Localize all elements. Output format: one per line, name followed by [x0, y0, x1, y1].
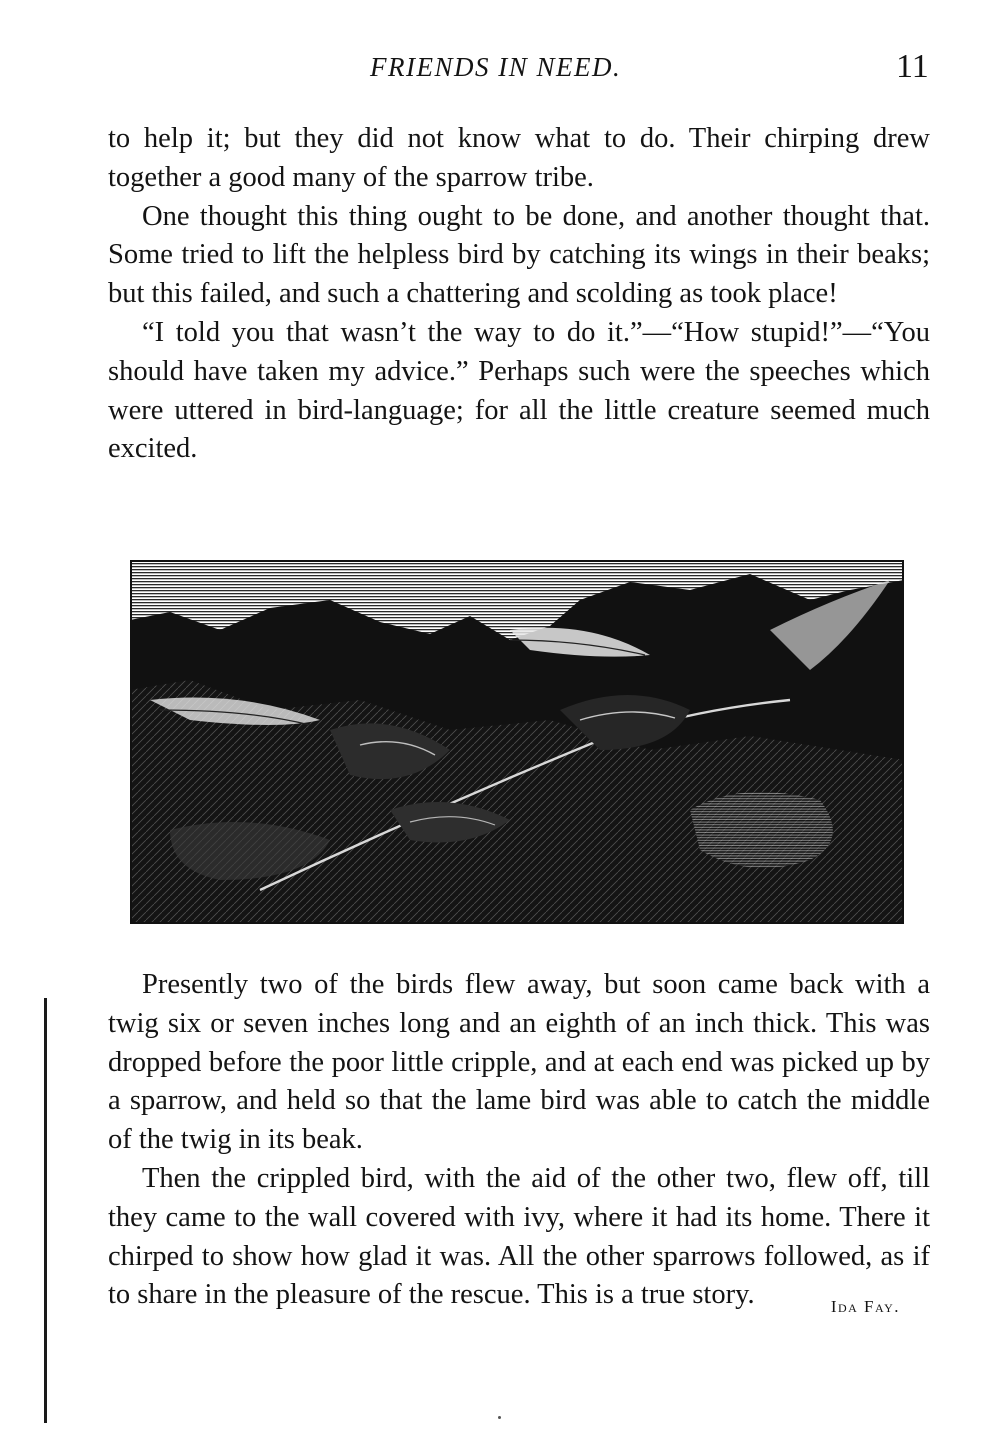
paragraph-text: Then the crippled bird, with the aid of the other two, flew off, till they came to the wall covered with ivy, where it had its home. There it chirped to show how glad it was. All the other sparrows followed, as if to share in the pleasure of the rescue. This is a true story. [108, 1162, 930, 1311]
paragraph [108, 1160, 930, 1315]
paragraph: One thought this thing ought to be done, and another thought that. Some tried to lift the helpless bird by catching its wings in their beaks; but this failed, and such a chattering and scolding as took place! [108, 200, 930, 310]
sparrows-engraving-illustration [130, 560, 904, 924]
author-signature: Ida Fay. [830, 1297, 900, 1317]
page-number: 11 [896, 48, 929, 85]
paragraph: Presently two of the birds flew away, but soon came back with a twig six or seven inches long and an eighth of an inch thick. This was dropped before the poor little cripple, and at each end was picked up by a sparrow, and held so that the lame bird was able to catch the middle of the twig in its beak. [108, 969, 930, 1156]
margin-rule [44, 998, 47, 1423]
paragraph: “I told you that wasn’t the way to do it.”—“How stupid!”—“You should have taken my advice.” Perhaps such were the speeches which were uttered in bird-language; for all the little creature seemed much excited. [108, 316, 930, 465]
page-speck [498, 1416, 501, 1419]
paragraph-continuation: to help it; but they did not know what to do. Their chirping drew together a good many of the sparrow tribe. [108, 123, 930, 193]
running-head: FRIENDS IN NEED. [370, 52, 622, 82]
text-block-bottom [108, 966, 930, 1327]
text-block-top [108, 120, 930, 469]
page-header [0, 46, 1000, 96]
